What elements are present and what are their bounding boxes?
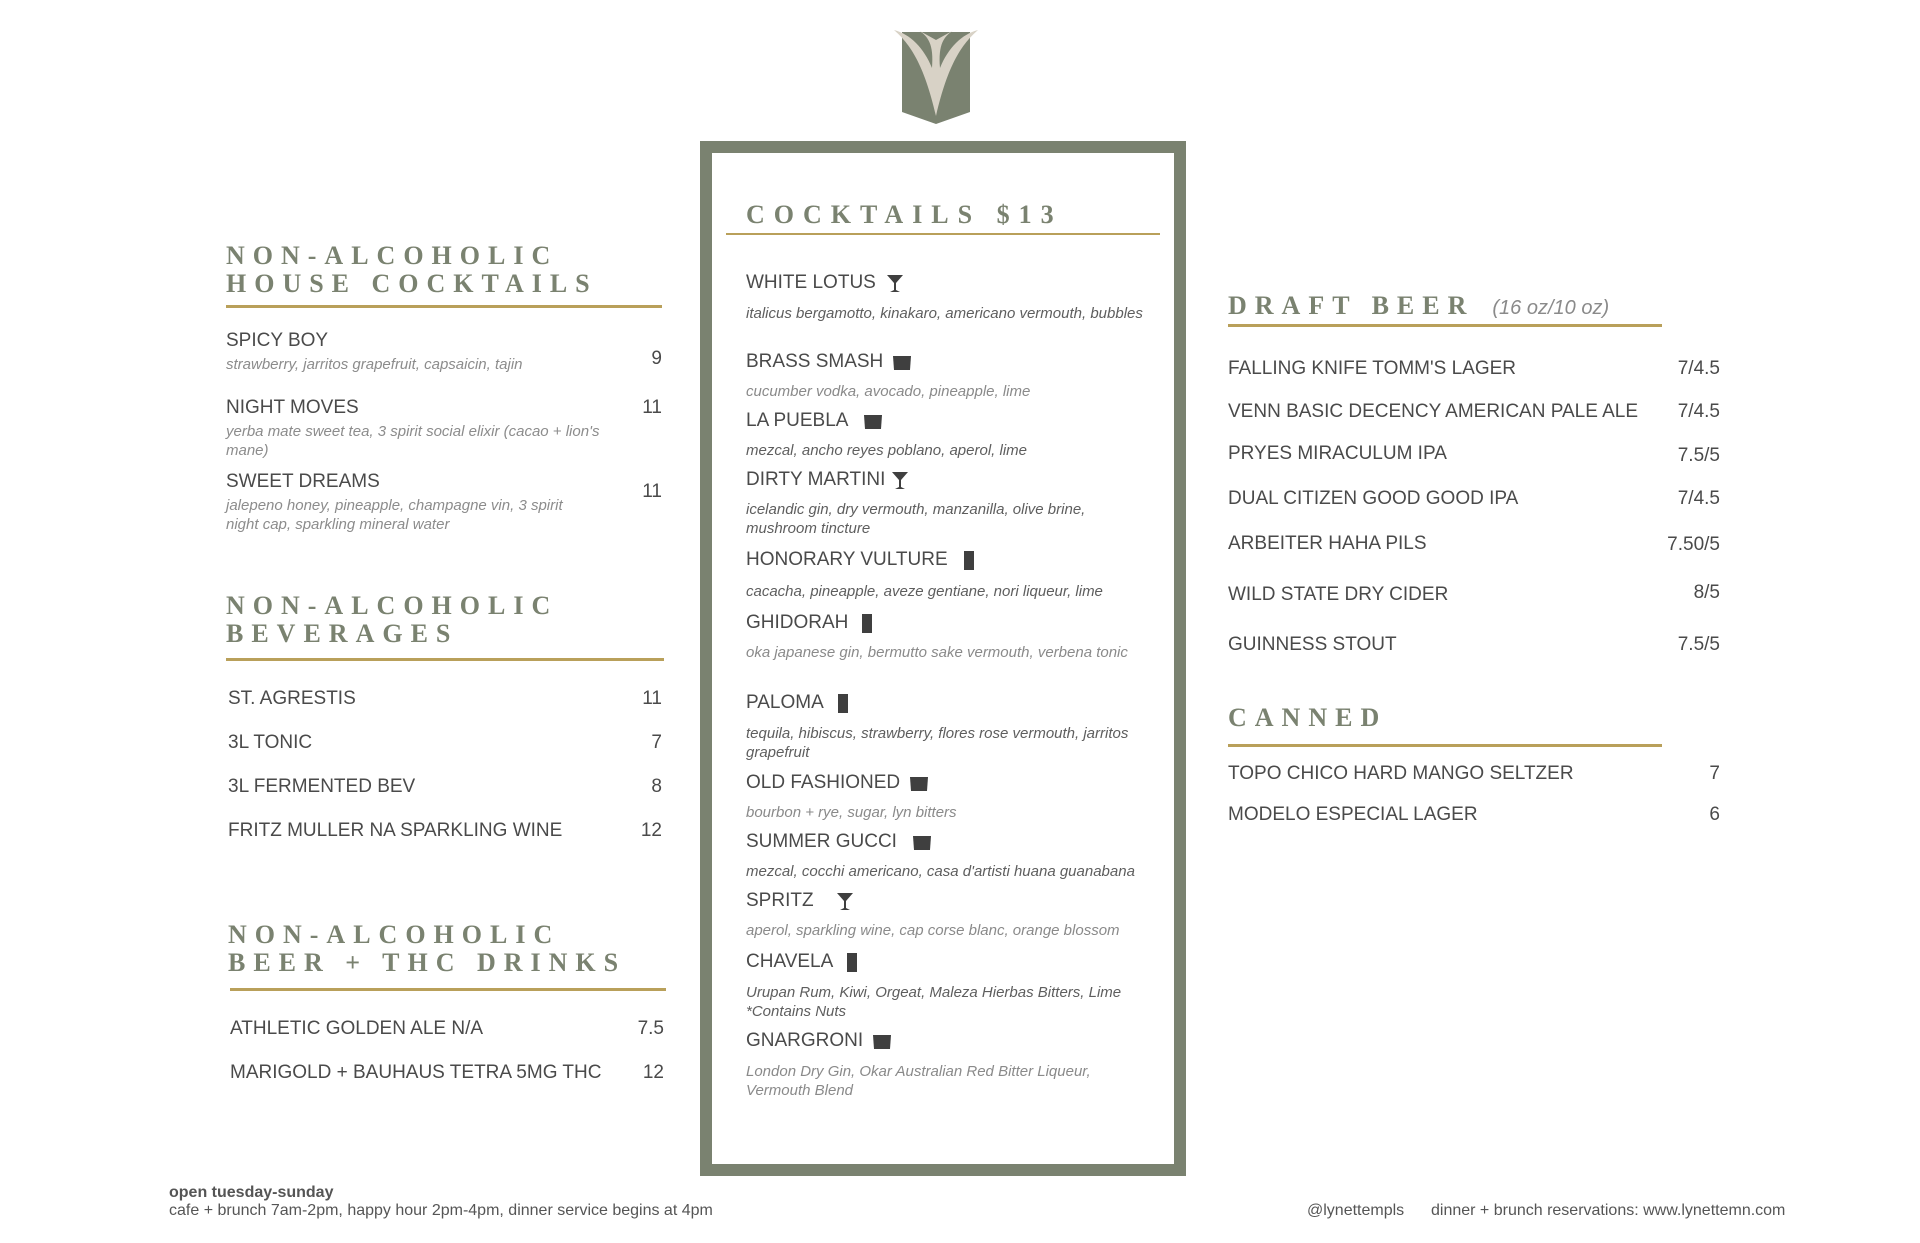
canned-heading: CANNED [1228, 703, 1388, 732]
coupe-glass-icon [889, 469, 911, 491]
canned-item-name: MODELO ESPECIAL LAGER [1228, 804, 1478, 825]
cocktail-item [746, 612, 878, 634]
cocktail-item-name: SPRITZ [746, 890, 814, 912]
na-house-item-name: NIGHT MOVES [226, 397, 359, 418]
na-beer-item-name: MARIGOLD + BAUHAUS TETRA 5MG THC [230, 1062, 602, 1083]
canned-item-price: 6 [1709, 804, 1720, 825]
collins-glass-icon [856, 612, 878, 634]
leaf-logo-icon [888, 28, 984, 124]
draft-item-price: 7.5/5 [1677, 445, 1720, 466]
cocktail-item [746, 410, 884, 432]
cocktail-item [746, 351, 913, 373]
rocks-glass-icon [871, 1030, 893, 1052]
na-bev-item-name: ST. AGRESTIS [228, 688, 356, 709]
draft-item-price: 7/4.5 [1677, 358, 1720, 379]
cocktail-item-name: GNARGRONI [746, 1030, 864, 1052]
cocktail-item-name: GHIDORAH [746, 612, 849, 634]
cocktail-item-name: BRASS SMASH [746, 351, 884, 373]
logo [888, 28, 984, 124]
draft-item-name: ARBEITER HAHA PILS [1228, 533, 1427, 554]
rocks-glass-icon [862, 410, 884, 432]
na-bev-item-price: 12 [640, 820, 662, 841]
cocktail-item-desc: icelandic gin, dry vermouth, manzanilla, olive brine, mushroom tincture [746, 501, 1086, 537]
cocktail-item-name: WHITE LOTUS [746, 272, 876, 294]
cocktail-item-desc: cucumber vodka, avocado, pineapple, lime [746, 383, 1031, 400]
na-bev-item-name: 3L FERMENTED BEV [228, 776, 416, 797]
na-beer-item-price: 12 [642, 1062, 664, 1083]
draft-divider [1228, 324, 1662, 327]
draft-item-name: DUAL CITIZEN GOOD GOOD IPA [1228, 488, 1519, 509]
cocktails-heading: COCKTAILS $13 [746, 200, 1063, 229]
na-house-item-price: 11 [642, 481, 662, 502]
na-house-item-name: SPICY BOY [226, 330, 329, 351]
cocktail-item-desc: oka japanese gin, bermutto sake vermouth, verbena tonic [746, 644, 1128, 661]
cocktail-item-desc: Urupan Rum, Kiwi, Orgeat, Maleza Hierbas Bitters, Lime *Contains Nuts [746, 984, 1122, 1020]
cocktail-item-name: CHAVELA [746, 951, 834, 973]
cocktail-item-name: HONORARY VULTURE [746, 549, 948, 571]
cocktail-item-desc: bourbon + rye, sugar, lyn bitters [746, 804, 957, 821]
na-house-item-price: 9 [651, 348, 662, 369]
na-house-item-price: 11 [642, 397, 662, 418]
cocktail-item-desc: cacacha, pineapple, aveze gentiane, nori liqueur, lime [746, 583, 1103, 600]
cocktail-item [746, 1030, 893, 1052]
na-bev-item-name: 3L TONIC [228, 732, 313, 753]
footer-hours: cafe + brunch 7am-2pm, happy hour 2pm-4pm, dinner service begins at 4pm [169, 1202, 713, 1219]
coupe-glass-icon [884, 272, 906, 294]
rocks-glass-icon [911, 831, 933, 853]
na-bev-item-price: 7 [651, 732, 662, 753]
cocktail-item-name: SUMMER GUCCI [746, 831, 897, 853]
na-house-divider [226, 305, 662, 308]
na-beer-item-name: ATHLETIC GOLDEN ALE N/A [230, 1018, 484, 1039]
draft-item-price: 8/5 [1693, 582, 1720, 603]
na-house-item-desc: yerba mate sweet tea, 3 spirit social elixir (cacao + lion's mane) [226, 423, 600, 459]
na-bev-divider [226, 658, 664, 661]
cocktail-item [746, 469, 911, 491]
na-house-heading-line-1: NON-ALCOHOLIC [226, 241, 559, 270]
cocktail-item-desc: italicus bergamotto, kinakaro, americano vermouth, bubbles [746, 305, 1143, 322]
na-bev-item-price: 8 [651, 776, 662, 797]
na-bev-heading-line-2: BEVERAGES [226, 619, 459, 648]
collins-glass-icon [958, 549, 980, 571]
cocktail-item [746, 951, 863, 973]
na-beer-heading-line-1: NON-ALCOHOLIC [228, 920, 561, 949]
footer-days: open tuesday-sunday [169, 1184, 334, 1201]
draft-item-name: WILD STATE DRY CIDER [1228, 584, 1449, 605]
cocktail-item [746, 272, 906, 294]
na-beer-heading [228, 921, 626, 977]
draft-item-price: 7/4.5 [1677, 488, 1720, 509]
cocktail-item [746, 890, 856, 912]
na-beer-divider [230, 988, 666, 991]
na-bev-heading [226, 592, 558, 648]
draft-item-name: PRYES MIRACULUM IPA [1228, 443, 1447, 464]
footer-social-handle[interactable]: @lynettempls [1307, 1202, 1405, 1219]
cocktail-item [746, 772, 930, 794]
na-house-item-name: SWEET DREAMS [226, 471, 380, 492]
draft-item-name: VENN BASIC DECENCY AMERICAN PALE ALE [1228, 401, 1639, 422]
canned-item-name: TOPO CHICO HARD MANGO SELTZER [1228, 763, 1574, 784]
cocktail-item-name: OLD FASHIONED [746, 772, 901, 794]
cocktail-item [746, 692, 854, 714]
na-beer-item-price: 7.5 [637, 1018, 664, 1039]
na-house-item-desc: jalepeno honey, pineapple, champagne vin, 3 spirit night cap, sparkling mineral water [226, 497, 563, 533]
na-bev-item-name: FRITZ MULLER NA SPARKLING WINE [228, 820, 563, 841]
cocktail-item-desc: London Dry Gin, Okar Australian Red Bitter Liqueur, Vermouth Blend [746, 1063, 1091, 1099]
rocks-glass-icon [908, 772, 930, 794]
footer-reservations-link[interactable]: dinner + brunch reservations: www.lynettemn.com [1431, 1202, 1786, 1219]
collins-glass-icon [841, 951, 863, 973]
draft-item-price: 7.5/5 [1677, 634, 1720, 655]
rocks-glass-icon [891, 351, 913, 373]
canned-item-price: 7 [1709, 763, 1720, 784]
draft-item-price: 7/4.5 [1677, 401, 1720, 422]
canned-divider [1228, 744, 1662, 747]
na-house-heading-line-2: HOUSE COCKTAILS [226, 269, 598, 298]
na-bev-heading-line-1: NON-ALCOHOLIC [226, 591, 559, 620]
draft-item-name: FALLING KNIFE TOMM'S LAGER [1228, 358, 1516, 379]
draft-item-price: 7.50/5 [1667, 534, 1720, 555]
na-house-heading [226, 242, 598, 298]
cocktail-item-name: LA PUEBLA [746, 410, 849, 432]
draft-item-name: GUINNESS STOUT [1228, 634, 1397, 655]
cocktail-item [746, 831, 933, 853]
cocktail-item-desc: mezcal, cocchi americano, casa d'artisti huana guanabana [746, 863, 1135, 880]
cocktail-item-name: DIRTY MARTINI [746, 469, 886, 491]
coupe-glass-icon [834, 890, 856, 912]
draft-heading [1228, 292, 1609, 322]
draft-heading-title: DRAFT BEER [1228, 291, 1475, 320]
na-house-item-desc: strawberry, jarritos grapefruit, capsaicin, tajin [226, 356, 523, 373]
na-bev-item-price: 11 [642, 688, 662, 709]
cocktail-item [746, 549, 980, 571]
cocktail-item-desc: tequila, hibiscus, strawberry, flores rose vermouth, jarritos grapefruit [746, 725, 1129, 761]
collins-glass-icon [832, 692, 854, 714]
cocktail-item-desc: mezcal, ancho reyes poblano, aperol, lime [746, 442, 1027, 459]
na-beer-heading-line-2: BEER + THC DRINKS [228, 948, 627, 977]
cocktails-divider [726, 233, 1160, 235]
cocktail-item-desc: aperol, sparkling wine, cap corse blanc, orange blossom [746, 922, 1120, 939]
cocktail-item-name: PALOMA [746, 692, 824, 714]
draft-heading-sizes: (16 oz/10 oz) [1492, 297, 1610, 319]
